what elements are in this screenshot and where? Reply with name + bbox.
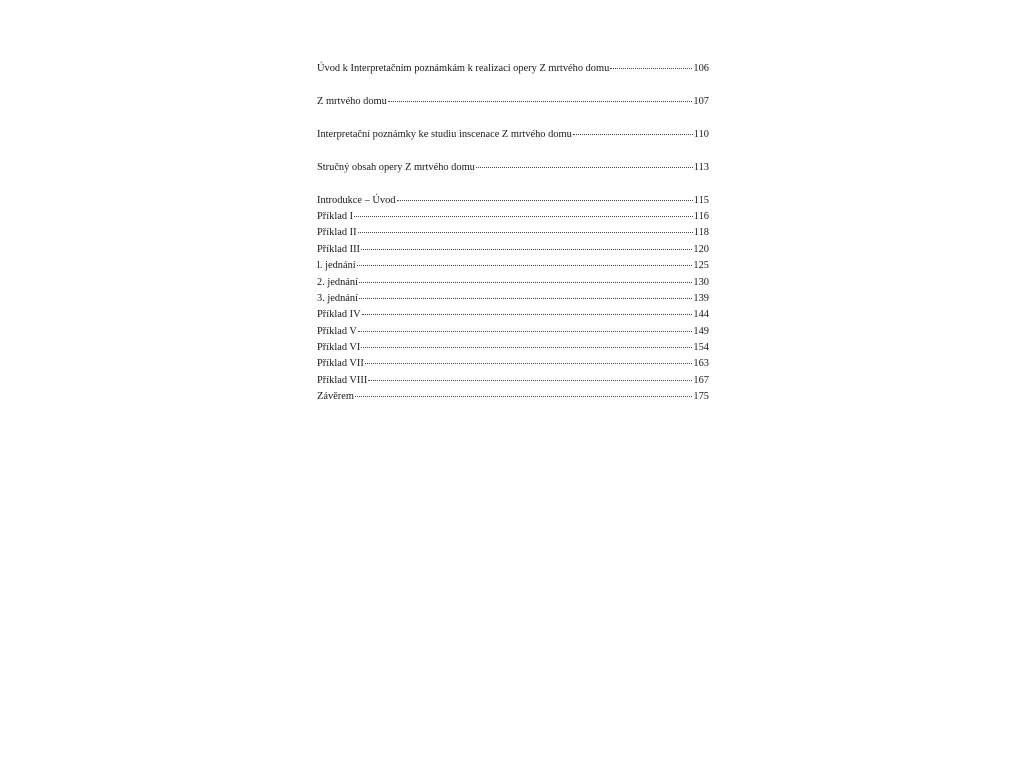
toc-dot-leader [388,100,693,102]
toc-dot-leader [573,133,693,135]
toc-dot-leader [365,362,693,364]
toc-entry[interactable] [317,209,709,225]
toc-entry-title: Závěrem [317,391,354,403]
toc-group [317,94,709,110]
toc-entry-page-number: 130 [693,276,709,288]
toc-dot-leader [357,264,693,266]
toc-entry-title: Stručný obsah opery Z mrtvého domu [317,161,475,173]
toc-entry-title: Z mrtvého domu [317,95,387,107]
toc-dot-leader [359,297,692,299]
toc-entry-title: Příklad VI [317,342,361,354]
toc-entry-title: Příklad VII [317,358,364,370]
toc-dot-leader [361,248,692,250]
toc-dot-leader [358,231,693,233]
toc-dot-leader [354,215,693,217]
toc-entry[interactable] [317,127,709,143]
toc-entry-page-number: 120 [693,243,709,255]
toc-entry[interactable] [317,373,709,389]
toc-entry-title: Introdukce – Úvod [317,194,396,206]
toc-group [317,193,709,406]
toc-entry-title: l. jednání [317,260,356,272]
toc-entry-title: 2. jednání [317,276,358,288]
toc-entry[interactable] [317,94,709,110]
toc-entry-page-number: 110 [693,128,709,140]
toc-entry[interactable] [317,61,709,77]
toc-entry[interactable] [317,291,709,307]
toc-entry-page-number: 149 [693,325,709,337]
toc-entry-page-number: 106 [693,63,709,74]
toc-entry-title: 3. jednání [317,292,358,304]
table-of-contents [317,61,709,422]
toc-entry-page-number: 167 [693,374,709,386]
toc-entry-page-number: 163 [693,358,709,370]
toc-dot-leader [368,379,692,381]
toc-entry[interactable] [317,356,709,372]
toc-dot-leader [476,166,693,168]
toc-entry-page-number: 115 [693,194,709,206]
toc-entry-title: Příklad VIII [317,374,368,386]
toc-entry-page-number: 116 [693,210,709,222]
toc-entry-page-number: 125 [693,260,709,272]
toc-entry[interactable] [317,160,709,176]
toc-entry-title: Interpretační poznámky ke studiu inscenace Z mrtvého domu [317,128,572,140]
toc-entry-page-number: 144 [693,309,709,321]
toc-entry-page-number: 175 [693,391,709,403]
toc-entry-page-number: 139 [693,292,709,304]
toc-group [317,160,709,176]
toc-entry-title: Příklad III [317,243,360,255]
toc-entry[interactable] [317,340,709,356]
toc-dot-leader [362,313,693,315]
toc-dot-leader [358,330,692,332]
toc-entry-page-number: 118 [693,227,709,239]
toc-dot-leader [359,281,692,283]
toc-entry-page-number: 113 [693,161,709,173]
toc-entry-title: Úvod k Interpretačním poznámkám k realizaci opery Z mrtvého domu [317,63,610,74]
toc-group [317,127,709,143]
toc-entry-title: Příklad II [317,227,357,239]
toc-dot-leader [361,346,692,348]
toc-dot-leader [397,199,693,201]
toc-group [317,61,709,77]
toc-entry[interactable] [317,225,709,241]
toc-entry-title: Příklad V [317,325,357,337]
toc-entry[interactable] [317,324,709,340]
toc-entry[interactable] [317,242,709,258]
toc-entry-page-number: 154 [693,342,709,354]
toc-entry-page-number: 107 [693,95,709,107]
toc-entry[interactable] [317,389,709,405]
toc-entry[interactable] [317,275,709,291]
toc-entry[interactable] [317,307,709,323]
toc-entry[interactable] [317,258,709,274]
document-page [241,0,783,768]
toc-entry[interactable] [317,193,709,209]
toc-entry-title: Příklad IV [317,309,361,321]
toc-dot-leader [610,67,692,69]
toc-dot-leader [355,395,692,397]
toc-entry-title: Příklad I [317,210,354,222]
